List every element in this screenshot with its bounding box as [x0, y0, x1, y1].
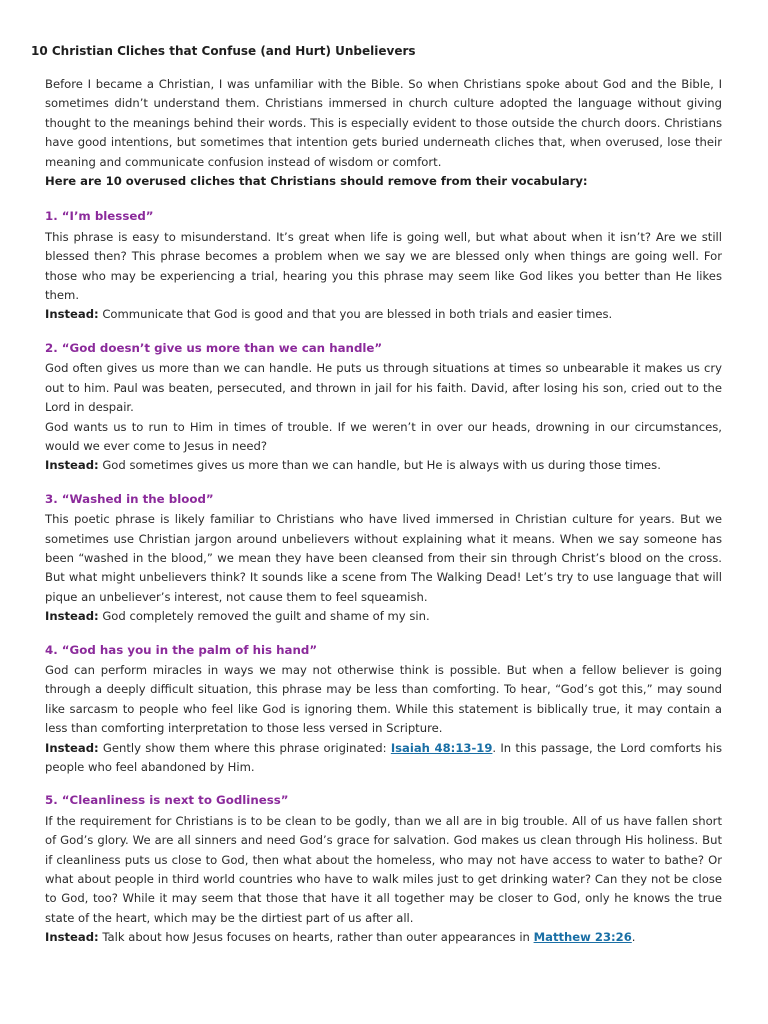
section-heading: 1. “I’m blessed” — [45, 209, 154, 224]
scripture-link-matthew[interactable]: Matthew 23:26 — [533, 930, 632, 945]
instead-label: Instead: — [45, 740, 99, 755]
instead-line — [45, 928, 722, 947]
instead-text: . In this passage, the Lord comforts his people who feel abandoned by Him. — [45, 740, 722, 774]
document-body — [45, 75, 722, 948]
instead-text: Gently show them where this phrase originated: — [102, 740, 391, 755]
scripture-link-isaiah[interactable]: Isaiah 48:13-19 — [390, 740, 493, 755]
instead-label: Instead: — [45, 609, 99, 624]
document-title: 10 Christian Cliches that Confuse (and Hurt) Unbelievers — [31, 44, 416, 58]
instead-line — [45, 607, 722, 626]
section-paragraph: God can perform miracles in ways we may not otherwise think is possible. But when a fellow believer is going through a deeply difficult situation, this phrase may be less than comforting. To hear, “God’s got this,” may sound like sarcasm to people who feel like God is ignoring them. While this statement is biblically true, it may contain a less than comforting interpretation to those less versed in Scripture. — [45, 662, 722, 736]
section-paragraph: If the requirement for Christians is to be clean to be godly, than we all are in big trouble. All of us have fallen short of God’s glory. We are all sinners and need God’s grace for salvation. God makes us clean through His holiness. But if cleanliness puts us close to God, then what about the homeless, who may not have access to water to bathe? Or what about people in third world countries who have to walk miles just to get drinking water? Can they not be close to God, too? While it may seem that those that have it all together may be closer to God, only he knows the true state of the heart, which may be the dirtiest part of us after all. — [45, 813, 722, 925]
cliche-section-5 — [45, 791, 722, 947]
section-heading: 4. “God has you in the palm of his hand” — [45, 642, 318, 657]
cliche-section-2 — [45, 339, 722, 476]
lead-sentence: Here are 10 overused cliches that Christians should remove from their vocabulary: — [45, 174, 588, 189]
instead-line — [45, 305, 722, 324]
instead-label: Instead: — [45, 458, 99, 473]
instead-line — [45, 456, 722, 475]
cliche-section-1 — [45, 207, 722, 324]
section-paragraph: This poetic phrase is likely familiar to Christians who have lived immersed in Christian culture for years. But we sometimes use Christian jargon around unbelievers without explaining what it means. When we say someone has been “washed in the blood,” we mean they have been cleansed from their sin through Christ’s blood on the cross. But what might unbelievers think? It sounds like a scene from The Walking Dead! Let’s try to use language that will pique an unbeliever’s interest, not cause them to feel squeamish. — [45, 512, 722, 604]
section-heading: 5. “Cleanliness is next to Godliness” — [45, 793, 289, 808]
instead-text: Communicate that God is good and that you are blessed in both trials and easier times. — [102, 307, 613, 322]
instead-text: Talk about how Jesus focuses on hearts, rather than outer appearances in — [102, 930, 534, 945]
cliche-section-3 — [45, 490, 722, 627]
section-heading: 2. “God doesn’t give us more than we can handle” — [45, 340, 383, 355]
section-paragraph: This phrase is easy to misunderstand. It’s great when life is going well, but what about when it isn’t? Are we still blessed then? This phrase becomes a problem when we say we are blessed only when things are going well. For those who may be experiencing a trial, hearing you this phrase may seem like God likes you better than He likes them. — [45, 229, 722, 303]
section-paragraph: God often gives us more than we can handle. He puts us through situations at times so unbearable it makes us cry out to him. Paul was beaten, persecuted, and thrown in jail for his faith. David, after losing his son, cried out to the Lord in despair. — [45, 361, 722, 415]
instead-line — [45, 739, 722, 778]
cliche-section-4 — [45, 641, 722, 778]
instead-label: Instead: — [45, 307, 99, 322]
intro-paragraph: Before I became a Christian, I was unfamiliar with the Bible. So when Christians spoke about God and the Bible, I sometimes didn’t understand them. Christians immersed in church culture adopted the language without giving thought to the meanings behind their words. This is especially evident to those outside the church doors. Christians have good intentions, but sometimes that intention gets buried underneath cliches that, when overused, lose their meaning and communicate confusion instead of wisdom or comfort. — [45, 77, 722, 169]
section-paragraph: God wants us to run to Him in times of trouble. If we weren’t in over our heads, drowning in our circumstances, would we ever come to Jesus in need? — [45, 419, 722, 453]
instead-text: God sometimes gives us more than we can handle, but He is always with us during those times. — [102, 458, 661, 473]
instead-text: . — [631, 930, 636, 945]
instead-text: God completely removed the guilt and shame of my sin. — [102, 609, 430, 624]
instead-label: Instead: — [45, 930, 99, 945]
section-heading: 3. “Washed in the blood” — [45, 491, 214, 506]
